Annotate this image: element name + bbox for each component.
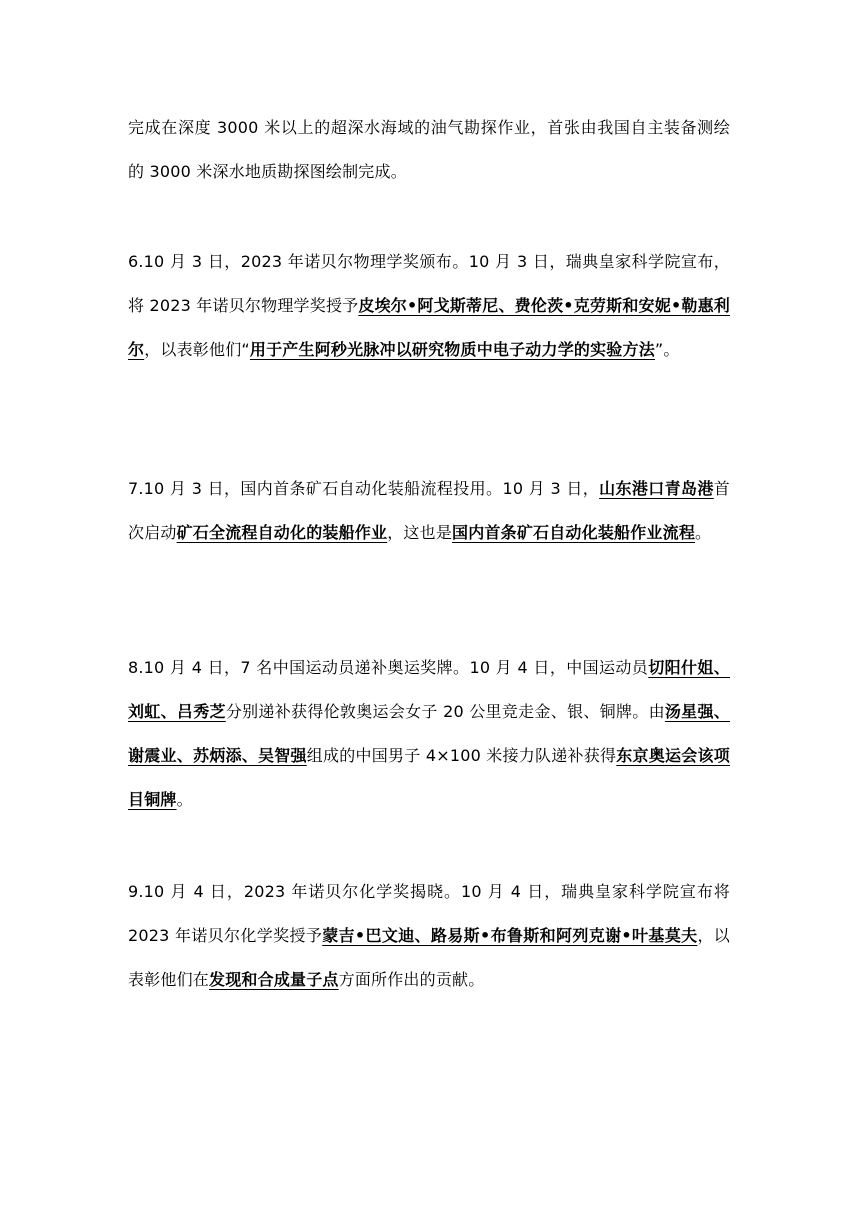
body-text: ”。 (654, 340, 680, 359)
highlighted-text: 蒙吉•巴文迪、路易斯•布鲁斯和阿列克谢•叶基莫夫 (322, 926, 698, 945)
paragraph-item-6-nobel-physics (128, 240, 730, 372)
paragraph-item-9-nobel-chemistry (128, 870, 730, 1002)
body-text: ，以表彰他们“ (144, 340, 250, 359)
body-text: 分别递补获得伦敦奥运会女子 20 公里竞走金、银、铜牌。由 (225, 702, 665, 721)
body-text: 。 (695, 523, 712, 542)
body-text: 首次启动 (128, 479, 730, 542)
body-text: 7.10 月 3 日，国内首条矿石自动化装船流程投用。10 月 3 日， (128, 479, 600, 498)
paragraph-item-7-ore-loading (128, 467, 730, 555)
body-text: 方面所作出的贡献。 (338, 970, 485, 989)
highlighted-text: 皮埃尔•阿戈斯蒂尼、费伦茨•克劳斯和安妮•勒惠利尔 (128, 296, 730, 359)
highlighted-text: 发现和合成量子点 (209, 970, 339, 989)
body-text: 。 (176, 790, 193, 809)
body-text: 9.10 月 4 日，2023 年诺贝尔化学奖揭晓。10 月 4 日，瑞典皇家科学院宣布将 2023 年诺贝尔化学奖授予 (128, 882, 730, 945)
highlighted-text: 汤星强、谢震业、苏炳添、吴智强 (128, 702, 730, 765)
highlighted-text: 切阳什姐、刘虹、吕秀芝 (128, 658, 730, 721)
highlighted-text: 用于产生阿秒光脉冲以研究物质中电子动力学的实验方法 (249, 340, 655, 359)
paragraph-item-8-olympic-medals (128, 646, 730, 822)
highlighted-text: 东京奥运会该项目铜牌 (128, 746, 730, 809)
highlighted-text: 国内首条矿石自动化装船作业流程 (452, 523, 696, 542)
highlighted-text: 山东港口青岛港 (599, 479, 714, 498)
body-text: 完成在深度 3000 米以上的超深水海域的油气勘探作业，首张由我国自主装备测绘的 3000 米深水地质勘探图绘制完成。 (128, 118, 730, 181)
body-text: ，以表彰他们在 (128, 926, 731, 989)
highlighted-text: 矿石全流程自动化的装船作业 (176, 523, 388, 542)
body-text: 6.10 月 3 日，2023 年诺贝尔物理学奖颁布。10 月 3 日，瑞典皇家科学院宣布，将 2023 年诺贝尔物理学奖授予 (128, 252, 730, 315)
body-text: ，这也是 (387, 523, 453, 542)
body-text: 组成的中国男子 4×100 米接力队递补获得 (306, 746, 617, 765)
body-text: 8.10 月 4 日，7 名中国运动员递补奥运奖牌。10 月 4 日，中国运动员 (128, 658, 649, 677)
paragraph-item-5-continuation (128, 106, 730, 194)
